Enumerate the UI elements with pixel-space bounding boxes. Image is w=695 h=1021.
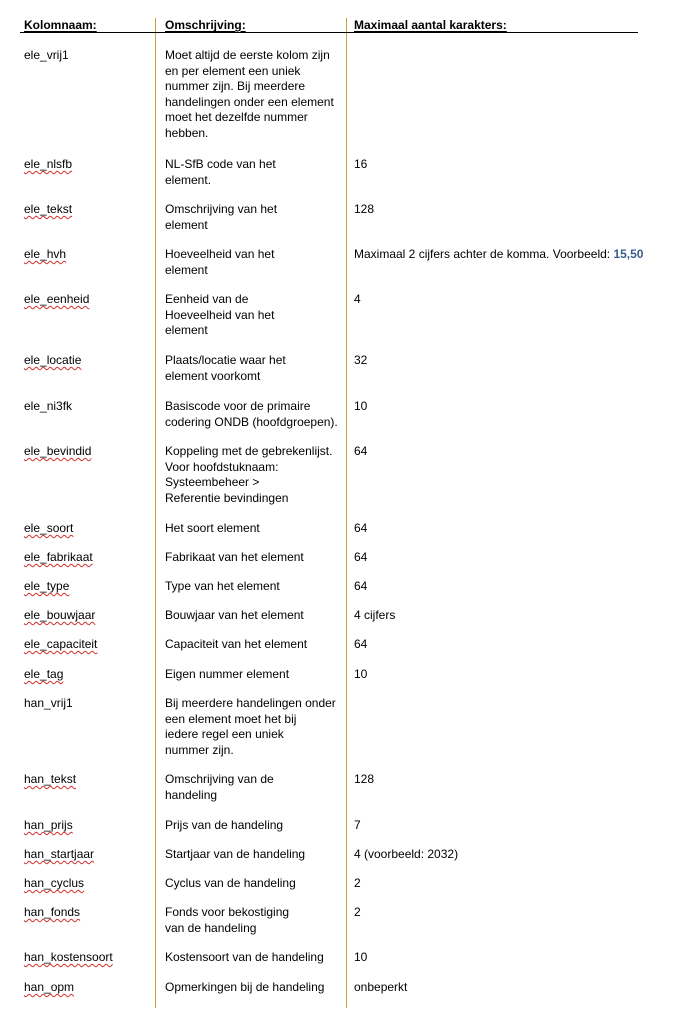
row-column-name: ele_eenheid [24,292,90,306]
row-description: Hoeveelheid van het element [165,247,275,277]
row-description: Bij meerdere handelingen onder een element moet het bij iedere regel een uniek nummer zijn. [165,696,336,757]
row-description: Eenheid van de Hoeveelheid van het element [165,292,275,337]
row-max-characters: 10 [354,950,368,964]
row-column-name: ele_ni3fk [24,399,73,413]
row-column-name: ele_bevindid [24,444,92,458]
row-description: Opmerkingen bij de handeling [165,980,325,994]
row-column-name: ele_type [24,579,70,593]
row-max-characters: 4 [354,292,361,306]
row-description: Plaats/locatie waar het element voorkomt [165,353,286,383]
row-max-characters: 64 [354,579,368,593]
row-description: Cyclus van de handeling [165,876,296,890]
row-column-name: han_opm [24,980,75,994]
row-column-name: ele_vrij1 [24,48,69,62]
row-column-name: han_tekst [24,772,77,786]
row-max-characters: 16 [354,157,368,171]
row-description: Bouwjaar van het element [165,608,304,622]
row-column-name: han_cyclus [24,876,85,890]
header-omschrijving: Omschrijving: [165,18,246,32]
row-description: NL-SfB code van het element. [165,157,276,187]
row-max-characters: 128 [354,202,375,216]
row-column-name: han_fonds [24,905,81,919]
row-column-name: ele_fabrikaat [24,550,93,564]
row-description: Koppeling met de gebrekenlijst. Voor hoofdstuknaam: Systeembeheer > Referentie bevindingen [165,444,333,505]
row-max-characters: 64 [354,444,368,458]
row-column-name: ele_tag [24,667,64,681]
row-column-name: ele_soort [24,521,74,535]
header-max-karakters: Maximaal aantal karakters: [354,18,507,32]
row-description: Capaciteit van het element [165,637,308,651]
row-description: Type van het element [165,579,280,593]
row-description: Startjaar van de handeling [165,847,306,861]
row-description: Omschrijving van het element [165,202,278,232]
row-description: Omschrijving van de handeling [165,772,274,802]
row-column-name: ele_tekst [24,202,73,216]
row-max-characters: 7 [354,818,361,832]
row-max-characters: onbeperkt [354,980,408,994]
row-column-name: ele_hvh [24,247,67,261]
row-description: Prijs van de handeling [165,818,284,832]
row-description: Kostensoort van de handeling [165,950,324,964]
column-divider-2 [346,18,347,1008]
row-max-characters: 10 [354,399,368,413]
row-description: Fonds voor bekostiging van de handeling [165,905,290,935]
row-column-name: ele_nlsfb [24,157,73,171]
row-column-name: han_kostensoort [24,950,113,964]
row-description: Eigen nummer element [165,667,290,681]
row-column-name: ele_capaciteit [24,637,98,651]
row-max-characters: Maximaal 2 cijfers achter de komma. Voorbeeld: 15,50 [354,247,644,261]
row-max-characters: 4 (voorbeeld: 2032) [354,847,459,861]
example-value: 15,50 [613,247,644,261]
row-description: Basiscode voor de primaire codering ONDB (hoofdgroepen). [165,399,338,429]
row-column-name: ele_locatie [24,353,82,367]
row-max-characters: 64 [354,637,368,651]
row-max-characters: 2 [354,876,361,890]
row-description: Fabrikaat van het element [165,550,304,564]
row-max-characters: 128 [354,772,375,786]
row-column-name: han_startjaar [24,847,95,861]
row-column-name: han_vrij1 [24,696,73,710]
column-divider-1 [155,18,156,1008]
row-max-characters: 32 [354,353,368,367]
row-description: Moet altijd de eerste kolom zijn en per element een uniek nummer zijn. Bij meerdere handelingen onder een element moet het dezelfde nummer hebben. [165,48,334,140]
row-column-name: han_prijs [24,818,73,832]
row-max-characters: 4 cijfers [354,608,396,622]
row-max-characters: 2 [354,905,361,919]
row-max-characters: 64 [354,521,368,535]
row-column-name: ele_bouwjaar [24,608,96,622]
header-kolomnaam: Kolomnaam: [24,18,97,32]
row-max-characters: 10 [354,667,368,681]
row-description: Het soort element [165,521,260,535]
row-max-characters: 64 [354,550,368,564]
